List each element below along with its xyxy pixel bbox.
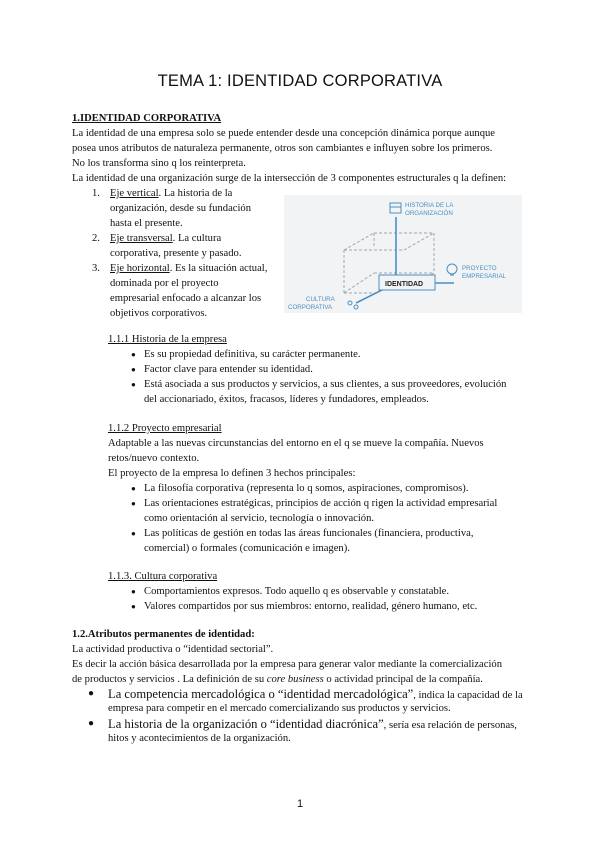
- list-item: [110, 187, 232, 202]
- subsection-heading: 1.1.3. Cultura corporativa: [108, 571, 218, 582]
- bullet-rest: , indica la capacidad de la: [413, 690, 523, 701]
- paragraph-line: La identidad de una organización surge de la intersección de 3 componentes estructurales q la definen:: [72, 173, 507, 184]
- bullet-text: Factor clave para entender su identidad.: [144, 364, 313, 375]
- list-item-line: organización, desde su fundación: [110, 203, 252, 214]
- section-heading: 1.IDENTIDAD CORPORATIVA: [72, 113, 222, 124]
- component-text: . Es la situación actual,: [169, 263, 268, 274]
- paragraph-line: La identidad de una empresa solo se puede entender desde una concepción dinámica porque aunque: [72, 128, 495, 139]
- bullet-text-cont: del accionariado, éxitos, fracasos, líderes y fundadores, empleados.: [144, 394, 429, 405]
- list-number: 1.: [92, 188, 100, 199]
- bullet-icon: ●: [131, 484, 136, 493]
- history-icon: [390, 203, 401, 213]
- list-number: 2.: [92, 233, 100, 244]
- bullet-icon: ●: [88, 718, 95, 729]
- paragraph-line: Adaptable a las nuevas circunstancias del entorno en el q se mueve la compañía. Nuevos: [108, 438, 484, 449]
- bullet-rest: , sería esa relación de personas,: [383, 720, 517, 731]
- paragraph-line: posea unos atributos de naturaleza permanente, otros son cambiantes e influyen sobre los primeros.: [72, 143, 493, 154]
- bullet-text: La filosofía corporativa (representa lo q somos, aspiraciones, compromisos).: [144, 483, 469, 494]
- list-item-line: empresarial enfocado a alcanzar los: [110, 293, 262, 304]
- italic-term: core business: [266, 674, 324, 685]
- bullet-text: Comportamientos expresos. Todo aquello q es observable y constatable.: [144, 586, 450, 597]
- bullet-text: Valores compartidos por sus miembros: entorno, realidad, género humano, etc.: [144, 601, 478, 612]
- subsection-heading: 1.1.1 Historia de la empresa: [108, 334, 227, 345]
- component-text: . La historia de la: [158, 188, 233, 199]
- bullet-icon: ●: [131, 350, 136, 359]
- figure-label-identidad: IDENTIDAD: [385, 281, 424, 288]
- bullet-icon: ●: [88, 688, 95, 699]
- list-item: [110, 232, 221, 247]
- bullet-text: Es su propiedad definitiva, su carácter permanente.: [144, 349, 361, 360]
- bullet-icon: ●: [131, 380, 136, 389]
- bullet-icon: ●: [131, 499, 136, 508]
- list-item-line: hasta el presente.: [110, 218, 183, 229]
- bullet-text: Las orientaciones estratégicas, principios de acción q rigen la actividad empresarial: [144, 498, 498, 509]
- component-text: . La cultura: [172, 233, 222, 244]
- subsection-heading: 1.1.2 Proyecto empresarial: [108, 423, 222, 434]
- figure-label-historia-2: ORGANIZACIÓN: [405, 210, 453, 217]
- bullet-icon: ●: [131, 587, 136, 596]
- bullet-text-cont: empresa para competir en el mercado comercializando sus productos y servicios.: [108, 703, 451, 714]
- lightbulb-icon: [447, 264, 457, 275]
- text-span: o actividad principal de la compañía.: [323, 674, 483, 685]
- bullet-icon: ●: [131, 529, 136, 538]
- axes-diagram: [284, 195, 522, 313]
- figure-label-cultura-2: CORPORATIVA: [288, 304, 333, 311]
- list-item-line: objetivos corporativos.: [110, 308, 208, 319]
- bullet-text-cont: comercial) o formales (comunicación e imagen).: [144, 543, 350, 554]
- figure-label-proyecto-1: PROYECTO: [462, 265, 497, 272]
- page-title: TEMA 1: IDENTIDAD CORPORATIVA: [157, 72, 443, 90]
- component-label: Eje transversal: [110, 233, 173, 244]
- bullet-text-cont: como orientación al servicio, tecnología o innovación.: [144, 513, 375, 524]
- identity-axes-figure: [284, 195, 522, 313]
- list-number: 3.: [92, 263, 100, 274]
- figure-label-historia-1: HISTORIA DE LA: [405, 202, 454, 209]
- bullet-text: Está asociada a sus productos y servicios, a sus clientes, a sus proveedores, evolución: [144, 379, 507, 390]
- page-number: 1: [296, 798, 304, 810]
- figure-label-cultura-1: CULTURA: [306, 296, 335, 303]
- paragraph-line: Es decir la acción básica desarrollada por la empresa para generar valor mediante la comercialización: [72, 659, 502, 670]
- bullet-lead: La historia de la organización o “identidad diacrónica”: [108, 717, 384, 731]
- figure-label-proyecto-2: EMPRESARIAL: [462, 273, 507, 280]
- component-label: Eje horizontal: [110, 263, 170, 274]
- component-label: Eje vertical: [110, 188, 159, 199]
- bullet-icon: ●: [131, 365, 136, 374]
- list-item-line: corporativa, presente y pasado.: [110, 248, 242, 259]
- text-span: de productos y servicios . La definición de su: [72, 674, 267, 685]
- list-item-line: dominada por el proyecto: [110, 278, 219, 289]
- paragraph-line: La actividad productiva o “identidad sectorial”.: [72, 644, 274, 655]
- bullet-text: Las políticas de gestión en todas las áreas funcionales (financiera, productiva,: [144, 528, 474, 539]
- paragraph-line: No los transforma sino q los reinterpreta.: [72, 158, 246, 169]
- list-item: [110, 262, 267, 277]
- bullet-text-cont: hitos y acontecimientos de la organización.: [108, 733, 291, 744]
- paragraph-line: retos/nuevo contexto.: [108, 453, 200, 464]
- bullet-lead: La competencia mercadológica o “identidad mercadológica”: [108, 687, 414, 701]
- paragraph-line: El proyecto de la empresa lo definen 3 hechos principales:: [108, 468, 356, 479]
- section-heading: 1.2.Atributos permanentes de identidad:: [72, 629, 255, 640]
- bullet-icon: ●: [131, 602, 136, 611]
